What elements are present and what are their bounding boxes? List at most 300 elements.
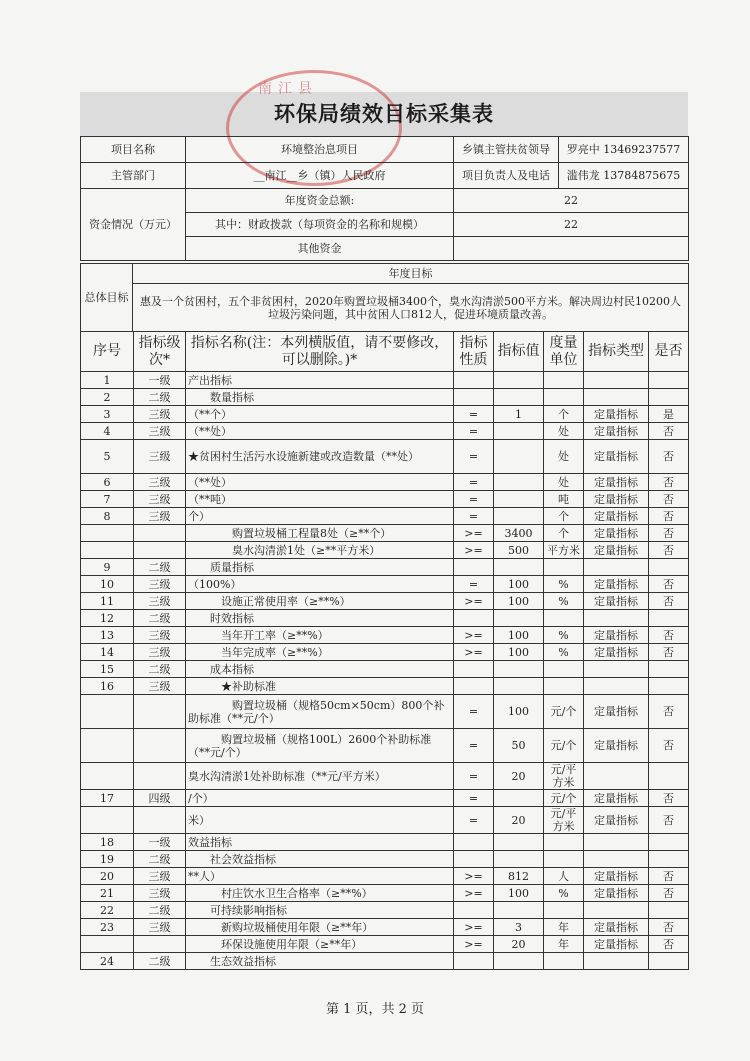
- cell-yn: 否: [649, 593, 689, 610]
- cell-yn: 否: [649, 423, 689, 440]
- cell-yn: 否: [649, 644, 689, 661]
- annual-total-label: 年度资金总额:: [186, 189, 454, 213]
- cell-type: 定量指标: [584, 936, 649, 953]
- cell-name: 成本指标: [186, 661, 454, 678]
- cell-type: [584, 372, 649, 389]
- cell-unit: [544, 372, 584, 389]
- dept: __南江__乡（镇）人民政府: [186, 163, 454, 189]
- cell-no: 24: [81, 953, 134, 970]
- cell-unit: 处: [544, 423, 584, 440]
- cell-type: 定量指标: [584, 644, 649, 661]
- cell-lvl: 三级: [134, 644, 186, 661]
- table-row: [81, 576, 689, 593]
- cell-val: [494, 661, 544, 678]
- table-row: [81, 389, 689, 406]
- page-footer: 第 1 页，共 2 页: [325, 1002, 425, 1017]
- cell-no: 1: [81, 372, 134, 389]
- cell-yn: 否: [649, 919, 689, 936]
- cell-prop: [454, 389, 494, 406]
- cell-yn: [649, 661, 689, 678]
- cell-no: 12: [81, 610, 134, 627]
- cell-unit: [544, 559, 584, 576]
- cell-no: [81, 695, 134, 729]
- cell-lvl: 三级: [134, 627, 186, 644]
- cell-unit: [544, 610, 584, 627]
- cell-val: [494, 678, 544, 695]
- indicator-rows: [81, 372, 689, 970]
- cell-val: 100: [494, 576, 544, 593]
- cell-yn: 否: [649, 807, 689, 834]
- cell-no: 13: [81, 627, 134, 644]
- fiscal: 22: [454, 213, 689, 237]
- header-name: 指标名称(注：本列横版值，请不要修改，可以删除。)*: [186, 332, 454, 372]
- cell-val: [494, 474, 544, 491]
- cell-lvl: 一级: [134, 834, 186, 851]
- cell-prop: [454, 372, 494, 389]
- cell-prop: >=: [454, 936, 494, 953]
- cell-prop: =: [454, 440, 494, 474]
- cell-type: 定量指标: [584, 508, 649, 525]
- cell-unit: 元/个: [544, 729, 584, 763]
- cell-lvl: [134, 936, 186, 953]
- cell-yn: 否: [649, 525, 689, 542]
- cell-yn: [649, 389, 689, 406]
- cell-prop: =: [454, 695, 494, 729]
- table-row: [81, 902, 689, 919]
- cell-unit: [544, 953, 584, 970]
- cell-name: （**处）: [186, 474, 454, 491]
- cell-name: （100%）: [186, 576, 454, 593]
- cell-lvl: 三级: [134, 868, 186, 885]
- cell-unit: [544, 661, 584, 678]
- cell-name: 当年完成率（≥**%）: [186, 644, 454, 661]
- header-no: 序号: [81, 332, 134, 372]
- person-label: 项目负责人及电话: [454, 163, 559, 189]
- cell-name: 设施正常使用率（≥**%）: [186, 593, 454, 610]
- cell-no: 6: [81, 474, 134, 491]
- cell-name: /个）: [186, 790, 454, 807]
- cell-unit: 元/平方米: [544, 807, 584, 834]
- cell-lvl: 三级: [134, 423, 186, 440]
- cell-val: [494, 610, 544, 627]
- table-row: [81, 542, 689, 559]
- cell-lvl: 三级: [134, 885, 186, 902]
- cell-prop: =: [454, 807, 494, 834]
- cell-lvl: 三级: [134, 508, 186, 525]
- cell-lvl: 二级: [134, 661, 186, 678]
- table-row: [81, 919, 689, 936]
- cell-lvl: 二级: [134, 559, 186, 576]
- cell-type: [584, 559, 649, 576]
- cell-lvl: [134, 807, 186, 834]
- cell-no: 9: [81, 559, 134, 576]
- cell-no: 15: [81, 661, 134, 678]
- cell-no: 8: [81, 508, 134, 525]
- table-row: [81, 491, 689, 508]
- cell-no: 4: [81, 423, 134, 440]
- cell-yn: [649, 610, 689, 627]
- cell-val: 100: [494, 593, 544, 610]
- cell-no: 11: [81, 593, 134, 610]
- cell-no: 7: [81, 491, 134, 508]
- cell-yn: 是: [649, 406, 689, 423]
- cell-yn: 否: [649, 885, 689, 902]
- cell-unit: [544, 834, 584, 851]
- cell-val: 100: [494, 627, 544, 644]
- table-row: [81, 661, 689, 678]
- cell-val: [494, 389, 544, 406]
- cell-prop: >=: [454, 593, 494, 610]
- cell-val: 3: [494, 919, 544, 936]
- cell-unit: 个: [544, 406, 584, 423]
- cell-yn: 否: [649, 508, 689, 525]
- cell-yn: 否: [649, 542, 689, 559]
- table-row: [81, 440, 689, 474]
- cell-lvl: [134, 729, 186, 763]
- cell-lvl: 三级: [134, 440, 186, 474]
- cell-type: 定量指标: [584, 593, 649, 610]
- cell-unit: %: [544, 627, 584, 644]
- cell-prop: [454, 559, 494, 576]
- cell-type: 定量指标: [584, 919, 649, 936]
- cell-prop: >=: [454, 525, 494, 542]
- cell-lvl: [134, 525, 186, 542]
- cell-name: 臭水沟清淤1处补助标准（**元/平方米）: [186, 763, 454, 790]
- cell-lvl: 三级: [134, 491, 186, 508]
- cell-type: 定量指标: [584, 423, 649, 440]
- cell-unit: 吨: [544, 491, 584, 508]
- cell-prop: [454, 953, 494, 970]
- cell-name: 新购垃圾桶使用年限（≥**年）: [186, 919, 454, 936]
- table-row: [81, 953, 689, 970]
- cell-unit: 平方米: [544, 542, 584, 559]
- cell-unit: 处: [544, 474, 584, 491]
- cell-lvl: 一级: [134, 372, 186, 389]
- cell-prop: =: [454, 474, 494, 491]
- cell-unit: [544, 851, 584, 868]
- cell-yn: [649, 851, 689, 868]
- cell-no: [81, 763, 134, 790]
- cell-val: 500: [494, 542, 544, 559]
- table-row: [81, 406, 689, 423]
- funds-label: 资金情况（万元）: [81, 189, 186, 261]
- cell-unit: %: [544, 593, 584, 610]
- table-row: [81, 678, 689, 695]
- cell-type: [584, 610, 649, 627]
- cell-yn: 否: [649, 868, 689, 885]
- cell-val: 3400: [494, 525, 544, 542]
- cell-prop: [454, 902, 494, 919]
- cell-prop: =: [454, 790, 494, 807]
- header-type: 指标类型: [584, 332, 649, 372]
- page-title: 环保局绩效目标采集表: [274, 101, 494, 126]
- table-row: [81, 525, 689, 542]
- person: 滥伟龙 13784875675: [559, 163, 689, 189]
- cell-yn: 否: [649, 627, 689, 644]
- cell-yn: [649, 953, 689, 970]
- cell-unit: [544, 902, 584, 919]
- cell-yn: 否: [649, 936, 689, 953]
- cell-unit: [544, 678, 584, 695]
- cell-lvl: 三级: [134, 406, 186, 423]
- cell-yn: 否: [649, 695, 689, 729]
- cell-type: [584, 661, 649, 678]
- cell-no: 18: [81, 834, 134, 851]
- cell-unit: [544, 389, 584, 406]
- cell-name: 效益指标: [186, 834, 454, 851]
- cell-yn: 否: [649, 474, 689, 491]
- cell-lvl: [134, 695, 186, 729]
- cell-type: 定量指标: [584, 406, 649, 423]
- cell-yn: [649, 902, 689, 919]
- cell-no: [81, 807, 134, 834]
- cell-type: 定量指标: [584, 807, 649, 834]
- table-row: [81, 593, 689, 610]
- cell-yn: 否: [649, 576, 689, 593]
- cell-prop: >=: [454, 919, 494, 936]
- cell-yn: 否: [649, 440, 689, 474]
- cell-prop: =: [454, 729, 494, 763]
- cell-prop: [454, 851, 494, 868]
- cell-name: （**个）: [186, 406, 454, 423]
- cell-val: [494, 851, 544, 868]
- township-leader: 罗亮中 13469237577: [559, 137, 689, 163]
- table-row: [81, 610, 689, 627]
- cell-val: [494, 440, 544, 474]
- cell-unit: %: [544, 885, 584, 902]
- cell-type: 定量指标: [584, 868, 649, 885]
- overall-label: 总体目标: [81, 264, 133, 332]
- cell-unit: 元/个: [544, 695, 584, 729]
- table-row: [81, 474, 689, 491]
- cell-type: [584, 834, 649, 851]
- cell-type: [584, 851, 649, 868]
- header-row: [81, 332, 689, 372]
- cell-val: [494, 953, 544, 970]
- cell-val: [494, 902, 544, 919]
- cell-type: 定量指标: [584, 729, 649, 763]
- cell-val: 1: [494, 406, 544, 423]
- cell-lvl: [134, 763, 186, 790]
- annual-total: 22: [454, 189, 689, 213]
- cell-unit: 元/个: [544, 790, 584, 807]
- cell-no: 2: [81, 389, 134, 406]
- cell-prop: =: [454, 406, 494, 423]
- cell-name: 社会效益指标: [186, 851, 454, 868]
- cell-name: 可持续影响指标: [186, 902, 454, 919]
- cell-val: [494, 790, 544, 807]
- cell-unit: %: [544, 576, 584, 593]
- cell-yn: 否: [649, 790, 689, 807]
- table-row: [81, 834, 689, 851]
- cell-lvl: 三级: [134, 474, 186, 491]
- cell-name: 生态效益指标: [186, 953, 454, 970]
- cell-name: 村庄饮水卫生合格率（≥**%）: [186, 885, 454, 902]
- project-name: 环境整治息项目: [186, 137, 454, 163]
- indicator-table: [80, 331, 689, 970]
- cell-unit: 个: [544, 508, 584, 525]
- cell-no: [81, 525, 134, 542]
- info-table: [80, 136, 689, 261]
- cell-yn: [649, 678, 689, 695]
- header-prop: 指标性质: [454, 332, 494, 372]
- cell-type: 定量指标: [584, 695, 649, 729]
- cell-lvl: 二级: [134, 610, 186, 627]
- cell-prop: >=: [454, 627, 494, 644]
- cell-name: 臭水沟清淤1处（≥**平方米）: [186, 542, 454, 559]
- cell-type: [584, 953, 649, 970]
- cell-name: （**吨）: [186, 491, 454, 508]
- cell-unit: 元/平方米: [544, 763, 584, 790]
- cell-val: 50: [494, 729, 544, 763]
- township-leader-label: 乡镇主管扶贫领导: [454, 137, 559, 163]
- cell-unit: %: [544, 644, 584, 661]
- cell-unit: 个: [544, 525, 584, 542]
- cell-val: 100: [494, 695, 544, 729]
- fiscal-label: 其中：财政拨款（每项资金的名称和规模）: [186, 213, 454, 237]
- cell-lvl: 三级: [134, 919, 186, 936]
- cell-name: 米）: [186, 807, 454, 834]
- header-unit: 度量单位: [544, 332, 584, 372]
- cell-prop: =: [454, 423, 494, 440]
- cell-type: 定量指标: [584, 576, 649, 593]
- table-row: [81, 644, 689, 661]
- cell-yn: 否: [649, 729, 689, 763]
- cell-val: 100: [494, 644, 544, 661]
- dept-label: 主管部门: [81, 163, 186, 189]
- cell-name: 购置垃圾桶（规格50cm×50cm）800个补助标准（**元/个）: [186, 695, 454, 729]
- table-row: [81, 868, 689, 885]
- cell-prop: =: [454, 491, 494, 508]
- cell-prop: >=: [454, 542, 494, 559]
- cell-type: 定量指标: [584, 440, 649, 474]
- cell-name: 当年开工率（≥**%）: [186, 627, 454, 644]
- cell-prop: [454, 610, 494, 627]
- cell-prop: =: [454, 763, 494, 790]
- cell-type: [584, 389, 649, 406]
- cell-type: 定量指标: [584, 474, 649, 491]
- table-row: [81, 508, 689, 525]
- cell-prop: >=: [454, 868, 494, 885]
- cell-val: [494, 559, 544, 576]
- cell-name: ★贫困村生活污水设施新建或改造数量（**处）: [186, 440, 454, 474]
- cell-lvl: 三级: [134, 576, 186, 593]
- cell-no: 19: [81, 851, 134, 868]
- other: [454, 237, 689, 261]
- cell-no: 23: [81, 919, 134, 936]
- table-row: [81, 936, 689, 953]
- table-row: [81, 695, 689, 729]
- cell-no: 20: [81, 868, 134, 885]
- cell-val: 20: [494, 763, 544, 790]
- cell-type: 定量指标: [584, 491, 649, 508]
- table-row: [81, 423, 689, 440]
- cell-no: [81, 936, 134, 953]
- cell-lvl: 二级: [134, 953, 186, 970]
- cell-yn: [649, 559, 689, 576]
- annual-goal: 惠及一个贫困村，五个非贫困村，2020年购置垃圾桶3400个，臭水沟清淤500平方米。解决周边村民10200人垃圾污染问题，其中贫困人口812人，促进环境质量改善。: [133, 284, 689, 332]
- cell-name: 购置垃圾桶（规格100L）2600个补助标准（**元/个）: [186, 729, 454, 763]
- cell-prop: =: [454, 508, 494, 525]
- cell-val: 20: [494, 936, 544, 953]
- header-yn: 是否: [649, 332, 689, 372]
- table-row: [81, 807, 689, 834]
- seal-text: 南江县: [258, 81, 318, 97]
- cell-yn: [649, 834, 689, 851]
- cell-name: 时效指标: [186, 610, 454, 627]
- cell-unit: 年: [544, 936, 584, 953]
- table-row: [81, 885, 689, 902]
- cell-val: 100: [494, 885, 544, 902]
- cell-no: 10: [81, 576, 134, 593]
- cell-yn: 否: [649, 491, 689, 508]
- table-row: [81, 627, 689, 644]
- cell-no: 3: [81, 406, 134, 423]
- cell-yn: [649, 372, 689, 389]
- cell-no: 22: [81, 902, 134, 919]
- other-label: 其他资金: [186, 237, 454, 261]
- cell-val: 20: [494, 807, 544, 834]
- goal-table: [80, 263, 689, 332]
- cell-prop: >=: [454, 644, 494, 661]
- cell-name: 购置垃圾桶工程量8处（≥**个）: [186, 525, 454, 542]
- cell-name: 产出指标: [186, 372, 454, 389]
- cell-unit: 年: [544, 919, 584, 936]
- cell-no: 5: [81, 440, 134, 474]
- cell-name: 个）: [186, 508, 454, 525]
- cell-val: [494, 423, 544, 440]
- cell-lvl: 二级: [134, 389, 186, 406]
- cell-no: 21: [81, 885, 134, 902]
- cell-name: 质量指标: [186, 559, 454, 576]
- cell-type: 定量指标: [584, 790, 649, 807]
- table-row: [81, 790, 689, 807]
- cell-prop: =: [454, 576, 494, 593]
- cell-no: 16: [81, 678, 134, 695]
- cell-type: 定量指标: [584, 627, 649, 644]
- cell-name: **人）: [186, 868, 454, 885]
- cell-lvl: 三级: [134, 678, 186, 695]
- cell-no: [81, 729, 134, 763]
- cell-name: ★补助标准: [186, 678, 454, 695]
- cell-lvl: 三级: [134, 593, 186, 610]
- cell-val: [494, 491, 544, 508]
- cell-type: [584, 763, 649, 790]
- cell-type: 定量指标: [584, 885, 649, 902]
- cell-val: [494, 508, 544, 525]
- project-name-label: 项目名称: [81, 137, 186, 163]
- cell-name: （**处）: [186, 423, 454, 440]
- table-row: [81, 851, 689, 868]
- cell-no: 14: [81, 644, 134, 661]
- table-row: [81, 559, 689, 576]
- cell-prop: [454, 678, 494, 695]
- cell-val: [494, 834, 544, 851]
- cell-type: [584, 678, 649, 695]
- cell-name: 环保设施使用年限（≥**年）: [186, 936, 454, 953]
- cell-type: 定量指标: [584, 525, 649, 542]
- cell-name: 数量指标: [186, 389, 454, 406]
- cell-unit: 人: [544, 868, 584, 885]
- table-row: [81, 763, 689, 790]
- cell-prop: [454, 834, 494, 851]
- cell-yn: [649, 763, 689, 790]
- cell-type: 定量指标: [584, 542, 649, 559]
- cell-unit: 处: [544, 440, 584, 474]
- cell-prop: [454, 661, 494, 678]
- header-level: 指标级次*: [134, 332, 186, 372]
- cell-prop: >=: [454, 885, 494, 902]
